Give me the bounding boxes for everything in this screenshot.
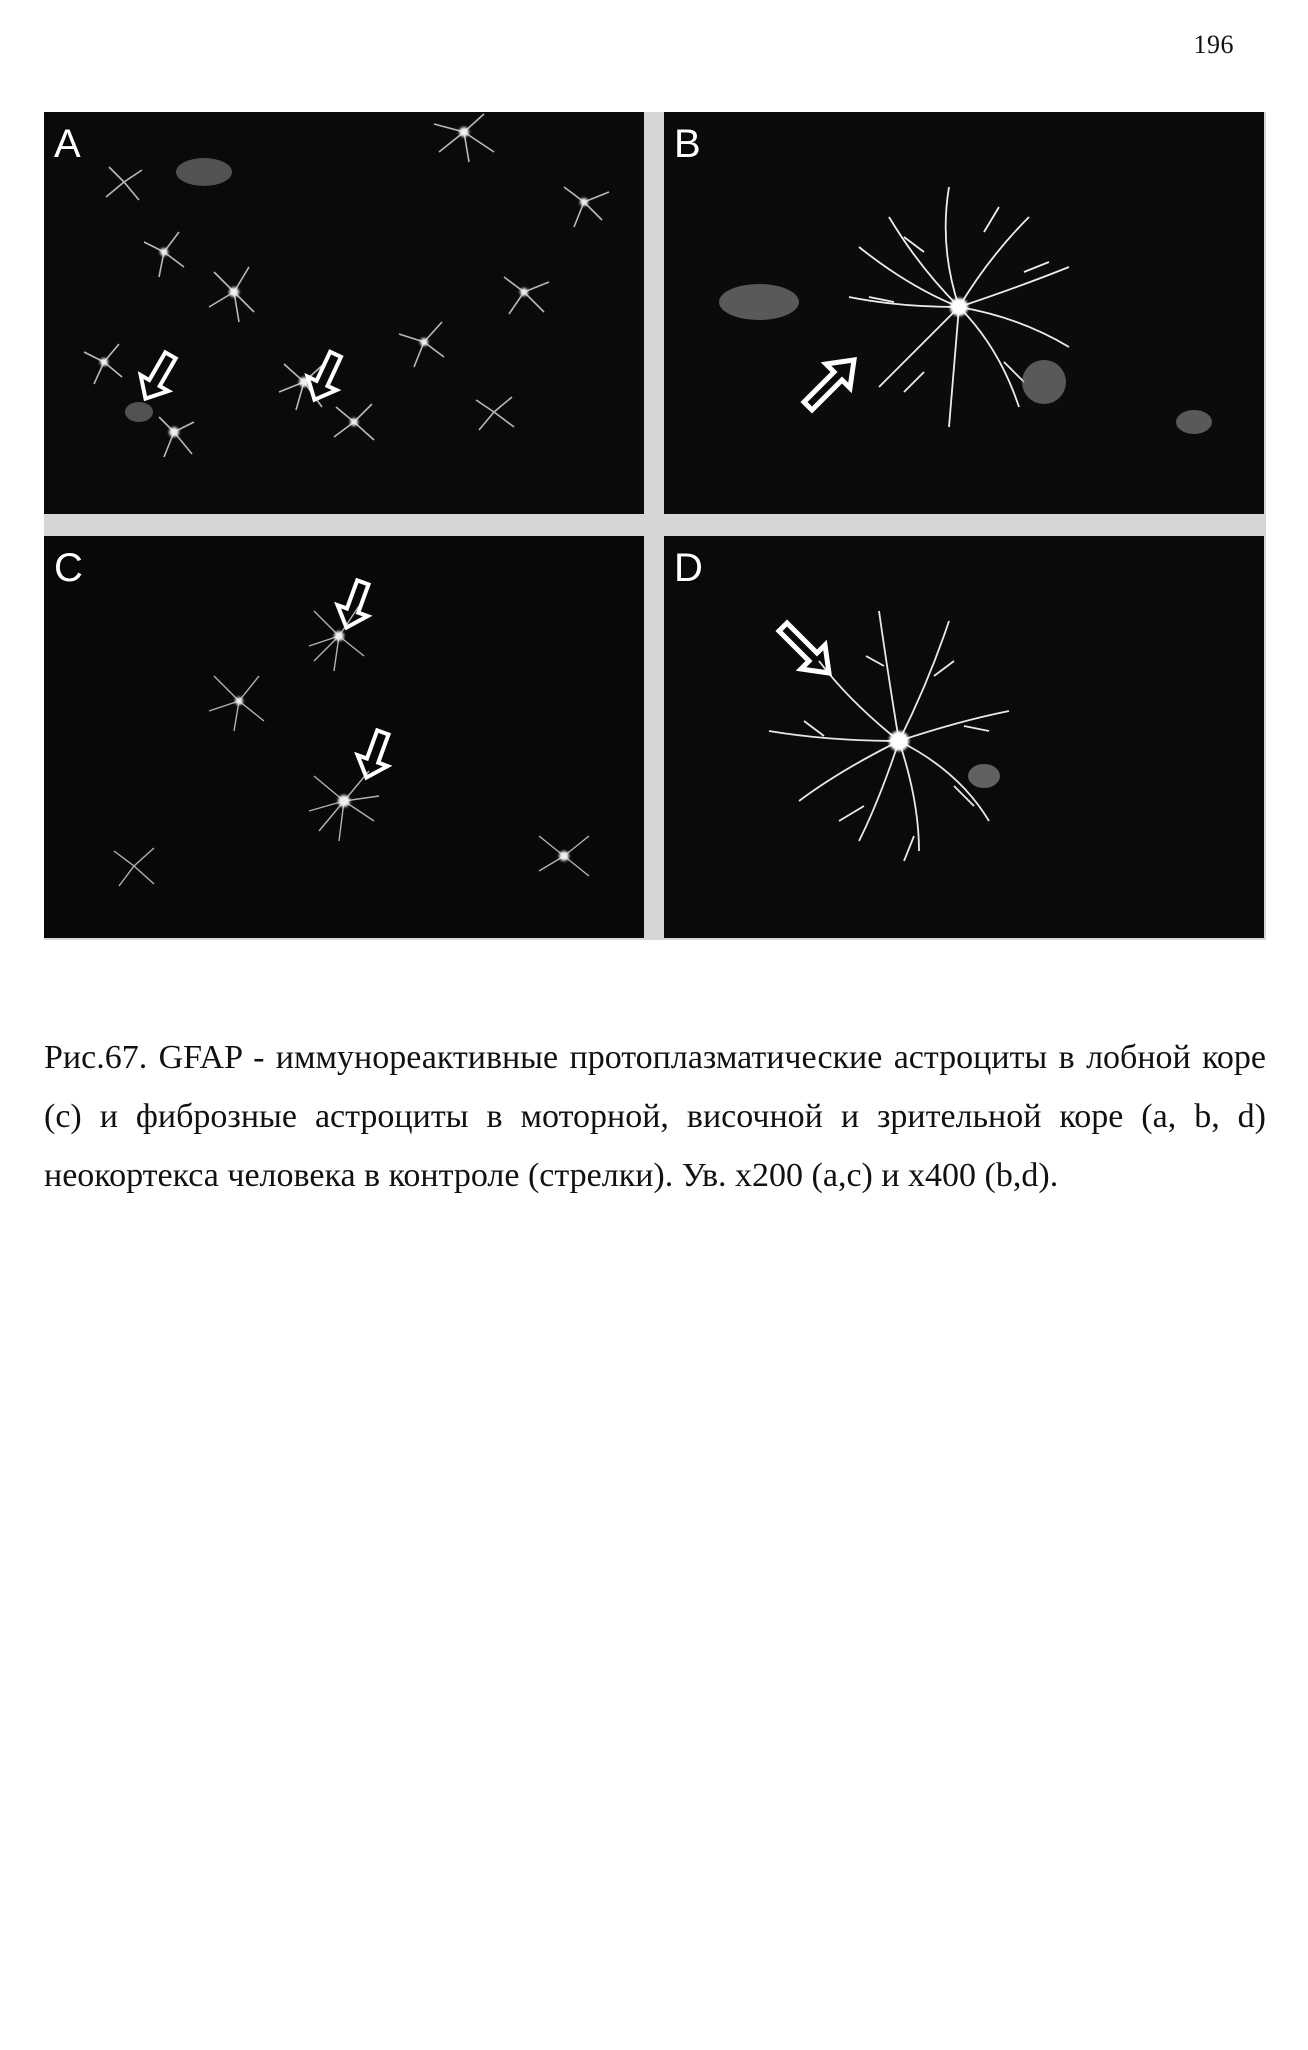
micrograph-b-icon bbox=[664, 112, 1264, 514]
panel-label-c: C bbox=[54, 546, 83, 590]
figure-grid bbox=[44, 112, 1266, 940]
panel-a bbox=[44, 112, 644, 514]
figure-caption bbox=[44, 1028, 1266, 1205]
panel-d bbox=[664, 536, 1264, 938]
panel-label-a: A bbox=[54, 122, 81, 166]
micrograph-d-icon bbox=[664, 536, 1264, 938]
panel-label-d: D bbox=[674, 546, 703, 590]
micrograph-a-icon bbox=[44, 112, 644, 514]
page-number: 196 bbox=[1193, 30, 1234, 59]
panel-label-b: B bbox=[674, 122, 701, 166]
caption-text: Рис.67. GFAP - иммунореактивные протоплазматические астроциты в лобной коре (с) и фиброзные астроциты в моторной, височной и зрительной коре (a, b, d) неокортекса человека в контроле (стрелки). Ув. х200 (а,с) и х400 (b,d). bbox=[44, 1039, 1266, 1194]
panel-b bbox=[664, 112, 1264, 514]
micrograph-c-icon bbox=[44, 536, 644, 938]
panel-c bbox=[44, 536, 644, 938]
